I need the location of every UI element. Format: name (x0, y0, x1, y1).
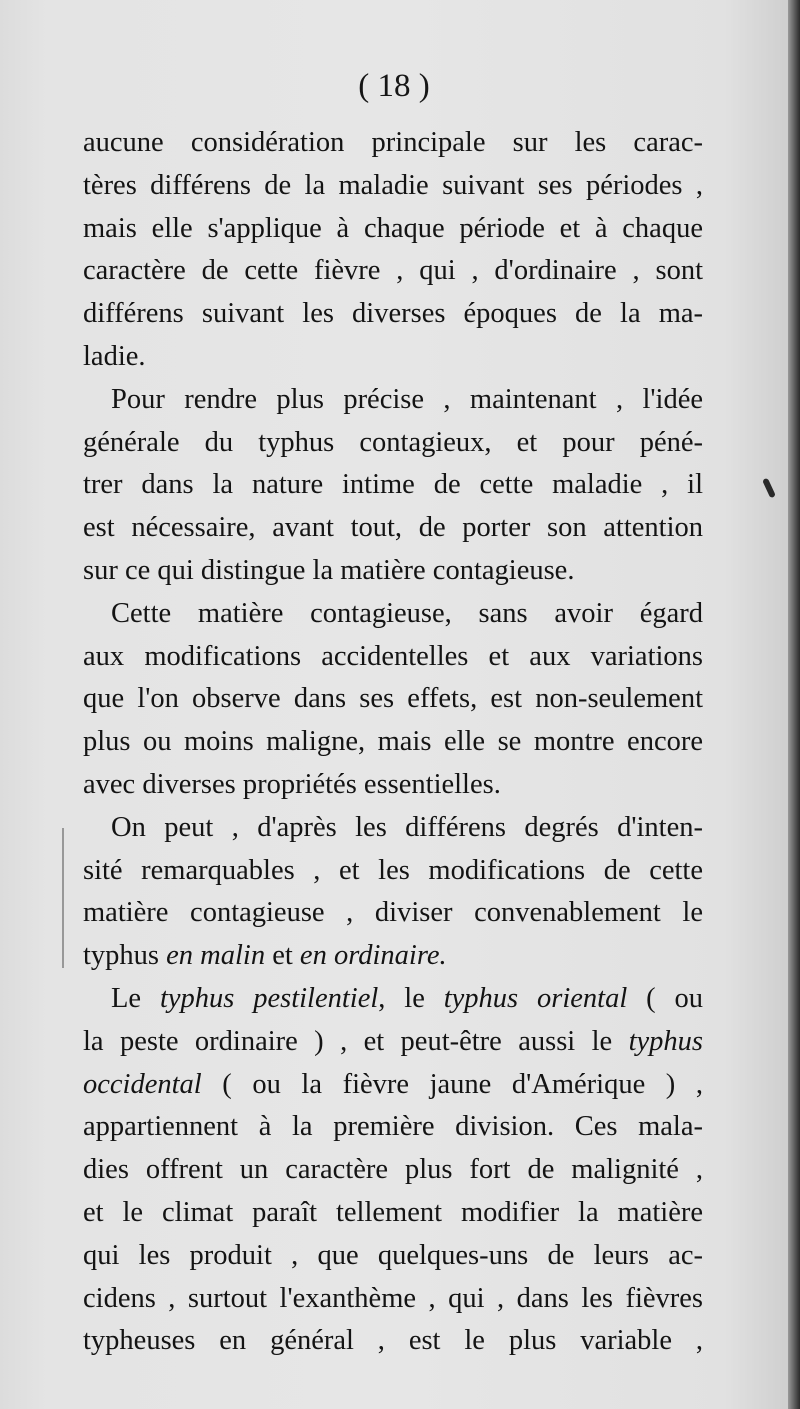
text-line: que l'on observe dans ses effets, est non-seulement (83, 683, 703, 715)
paragraph-start-line (83, 978, 703, 1021)
paragraph-start-line: On peut , d'après les différens degrés d'inten- (111, 811, 703, 843)
text-line: mais elle s'applique à chaque période et à chaque (83, 212, 703, 244)
text-line: typheuses en général , est le plus variable , (83, 1325, 703, 1357)
text-line: dies offrent un caractère plus fort de malignité , (83, 1154, 703, 1186)
text-line: générale du typhus contagieux, et pour péné- (83, 426, 703, 458)
paragraph-start-line: Pour rendre plus précise , maintenant , l'idée (111, 383, 703, 415)
text-line: avec diverses propriétés essentielles. (83, 768, 501, 800)
text-line: sur ce qui distingue la matière contagieuse. (83, 554, 575, 586)
text-line: est nécessaire, avant tout, de porter son attention (83, 512, 703, 544)
text-line: aucune considération principale sur les carac- (83, 127, 703, 158)
text-line: différens suivant les diverses époques de la ma- (83, 298, 703, 330)
italic-run: typhus pestilentiel (159, 982, 379, 1014)
text-line (83, 935, 703, 978)
ink-spot (762, 478, 776, 499)
paragraph-start-line: Cette matière contagieuse, sans avoir égard (111, 597, 703, 629)
text-line: tères différens de la maladie suivant ses périodes , (83, 169, 703, 201)
text-line: appartiennent à la première division. Ces mala- (83, 1111, 703, 1143)
text-run: , le (378, 982, 444, 1014)
text-line: cidens , surtout l'exanthème , qui , dans les fièvres (83, 1282, 703, 1314)
text-run: la peste ordinaire ) , et peut-être aussi le (83, 1025, 629, 1057)
text-run: typhus (83, 940, 167, 972)
text-run: ( ou (627, 982, 704, 1014)
text-run: et (265, 940, 300, 972)
italic-run: en malin (166, 940, 266, 972)
text-line: matière contagieuse , diviser convenablement le (83, 897, 703, 929)
text-line: plus ou moins maligne, mais elle se montre encore (83, 726, 703, 758)
italic-run: occidental (83, 1068, 202, 1100)
text-run: ( ou la fièvre jaune d'Amérique ) , (201, 1068, 703, 1100)
text-line: et le climat paraît tellement modifier la matière (83, 1196, 703, 1228)
text-line (83, 1064, 703, 1107)
text-line: qui les produit , que quelques-uns de leurs ac- (83, 1239, 703, 1271)
text-line: sité remarquables , et les modifications de cette (83, 854, 703, 886)
margin-pencil-mark (62, 828, 64, 968)
text-line: caractère de cette fièvre , qui , d'ordinaire , sont (83, 255, 703, 287)
italic-run: en ordinaire. (299, 940, 447, 972)
page-number: ( 18 ) (358, 68, 430, 104)
italic-run: typhus (628, 1025, 703, 1057)
italic-run: typhus oriental (443, 982, 628, 1014)
binding-shadow (788, 0, 800, 1409)
page-body-text (83, 122, 703, 1363)
text-line: ladie. (83, 340, 146, 372)
text-run: Le (111, 982, 160, 1014)
text-line (83, 1021, 703, 1064)
text-line: aux modifications accidentelles et aux variations (83, 640, 703, 672)
text-line: trer dans la nature intime de cette maladie , il (83, 469, 703, 501)
